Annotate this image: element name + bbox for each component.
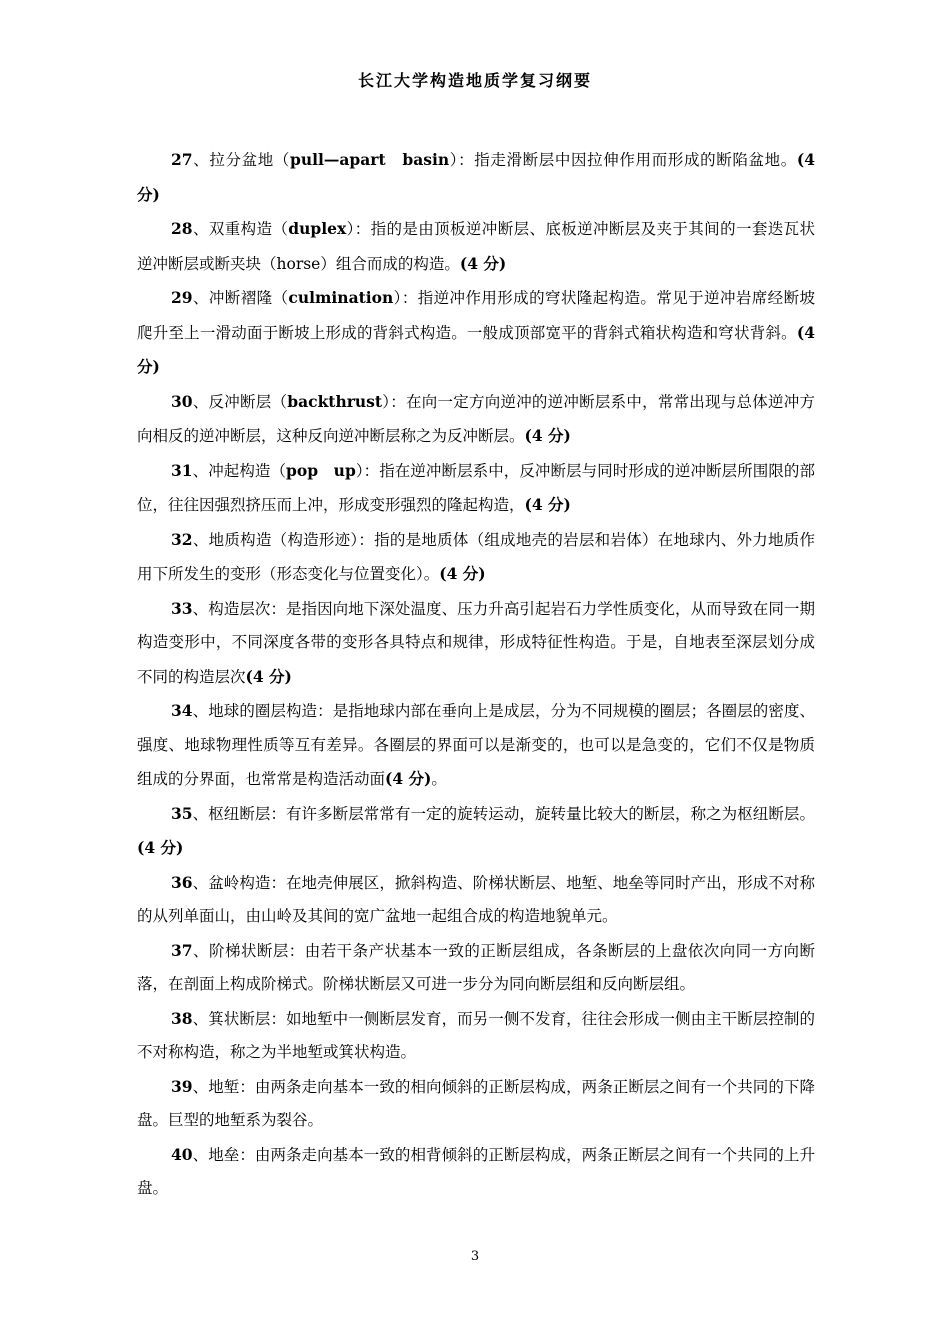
- entry-number: 36: [171, 872, 193, 892]
- entry-37: [137, 934, 815, 1002]
- entry-text: 、地质构造（构造形迹）：指的是地质体（组成地壳的岩层和岩体）在地球内、外力地质作用下所发生的变形（形态变化与位置变化）。: [137, 530, 815, 583]
- entry-rest: ）：指在逆冲断层系中，反冲断层与同时形成的逆冲断层所围限的部位，往往因强烈挤压而上冲，形成变形强烈的隆起构造，: [137, 461, 815, 514]
- entry-number: 37: [171, 940, 193, 960]
- entry-score: (4 分): [137, 322, 815, 376]
- entry-40: [137, 1138, 815, 1206]
- entry-term: backthrust: [287, 391, 383, 411]
- entry-text: 、地垒：由两条走向基本一致的相背倾斜的正断层构成，两条正断层之间有一个共同的上升盘。: [137, 1145, 815, 1197]
- entry-text: 、冲断褶隆（: [192, 289, 289, 307]
- entry-text: 、地球的圈层构造：是指地球内部在垂向上是成层，分为不同规模的圈层；各圈层的密度、强度、地球物理性质等互有差异。各圈层的界面可以是渐变的，也可以是急变的，它们不仅是物质组成的分界面，也常常是构造活动面: [137, 702, 815, 788]
- entry-text: 、阶梯状断层：由若干条产状基本一致的正断层组成，各条断层的上盘依次向同一方向断落，在剖面上构成阶梯式。阶梯状断层又可进一步分为同向断层组和反向断层组。: [137, 941, 815, 993]
- entry-score: (4 分): [459, 253, 507, 273]
- entry-31: [137, 454, 815, 523]
- entry-36: [137, 866, 815, 934]
- entry-text: 、盆岭构造：在地壳伸展区，掀斜构造、阶梯状断层、地堑、地垒等同时产出，形成不对称的从列单面山，由山岭及其间的宽广盆地一起组合成的构造地貌单元。: [137, 873, 815, 925]
- entry-number: 33: [171, 598, 193, 618]
- entry-rest: ）：指的是由顶板逆冲断层、底板逆冲断层及夹于其间的一套迭瓦状逆冲断层或断夹块（horse）组合而成的构造。: [137, 220, 815, 273]
- entry-text: 、反冲断层（: [192, 392, 288, 411]
- entry-number: 32: [171, 529, 193, 549]
- entry-score: (4分): [137, 150, 815, 204]
- entry-33: [137, 592, 815, 695]
- entry-rest: 。: [431, 770, 447, 788]
- entry-text: 、双重构造（: [192, 220, 289, 238]
- entry-29: [137, 281, 815, 385]
- entry-term: pop up: [286, 460, 356, 480]
- entry-30: [137, 385, 815, 454]
- document-body: [137, 143, 815, 1206]
- entry-number: 34: [171, 701, 193, 720]
- entry-score: (4 分): [524, 495, 571, 514]
- entry-score: (4 分): [245, 666, 292, 686]
- entry-term: culmination: [288, 288, 394, 307]
- entry-text: 、箕状断层：如地堑中一侧断层发育，而另一侧不发育，往往会形成一侧由主干断层控制的不对称构造，称之为半地堑或箕状构造。: [137, 1009, 815, 1061]
- entry-rest: ）：指走滑断层中因拉伸作用而形成的断陷盆地。: [449, 151, 797, 169]
- entry-number: 29: [171, 288, 193, 307]
- entry-text: 、地堑：由两条走向基本一致的相向倾斜的正断层构成，两条正断层之间有一个共同的下降盘。巨型的地堑系为裂谷。: [137, 1077, 815, 1129]
- entry-text: 、枢纽断层：有许多断层常常有一定的旋转运动，旋转量比较大的断层，称之为枢纽断层。: [192, 804, 815, 823]
- entry-score: (4 分): [137, 838, 184, 857]
- entry-number: 35: [171, 803, 193, 823]
- entry-38: [137, 1002, 815, 1070]
- entry-term: pull—apart basin: [289, 150, 450, 169]
- entry-number: 38: [171, 1008, 193, 1028]
- entry-number: 31: [171, 460, 193, 480]
- entry-rest: ）：在向一定方向逆冲的逆冲断层系中，常常出现与总体逆冲方向相反的逆冲断层，这种反向逆冲断层称之为反冲断层。: [137, 392, 815, 445]
- entry-term: duplex: [288, 219, 347, 238]
- entry-28: [137, 212, 815, 281]
- page-number: 3: [470, 1249, 480, 1264]
- entry-score: (4 分): [524, 426, 571, 445]
- entry-rest: ）：指逆冲作用形成的穹状隆起构造。常见于逆冲岩席经断坡爬升至上一滑动面于断坡上形成的背斜式构造。一般成顶部宽平的背斜式箱状构造和穹状背斜。: [137, 289, 815, 342]
- entry-text: 、冲起构造（: [192, 461, 287, 480]
- entry-34: [137, 694, 815, 797]
- entry-39: [137, 1070, 815, 1138]
- entry-score: (4 分): [439, 564, 486, 583]
- entry-32: [137, 523, 815, 592]
- entry-score: (4 分): [385, 769, 432, 788]
- entry-text: 、构造层次：是指因向地下深处温度、压力升高引起岩石力学性质变化，从而导致在同一期构造变形中，不同深度各带的变形各具特点和规律，形成特征性构造。于是，自地表至深层划分成不同的构造层次: [137, 599, 815, 686]
- entry-number: 27: [171, 150, 193, 169]
- entry-27: [137, 143, 815, 212]
- entry-number: 28: [171, 219, 193, 238]
- entry-number: 40: [171, 1144, 193, 1164]
- entry-number: 39: [171, 1076, 193, 1096]
- page-header-title: 长江大学构造地质学复习纲要: [357, 71, 592, 90]
- entry-text: 、拉分盆地（: [192, 151, 290, 169]
- entry-number: 30: [171, 391, 193, 411]
- entry-35: [137, 797, 815, 866]
